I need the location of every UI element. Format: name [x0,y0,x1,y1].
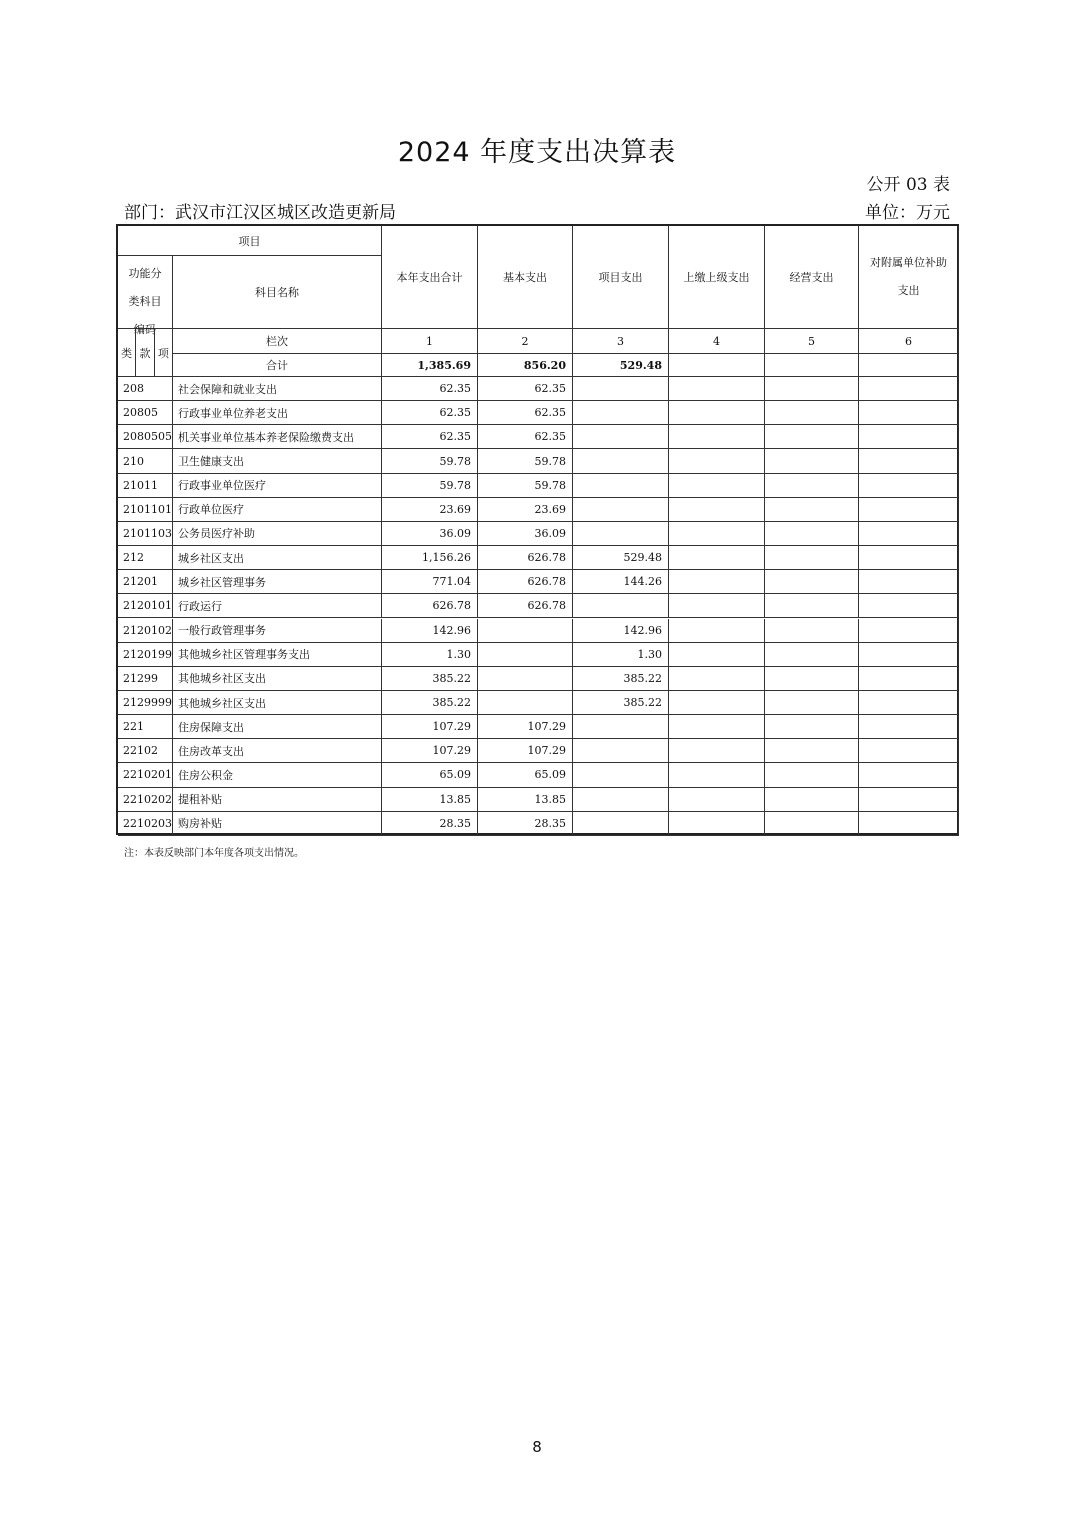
row-value-6 [859,594,959,618]
row-value-3: 1.30 [573,643,669,667]
header-col-3: 项目支出 [573,226,669,329]
row-value-3: 144.26 [573,570,669,594]
row-value-1: 13.85 [382,788,478,812]
total-cell-5 [765,354,859,377]
header-heji: 合计 [173,354,382,377]
row-value-6 [859,449,959,473]
row-value-2: 626.78 [478,594,573,618]
row-subject-name: 行政事业单位养老支出 [173,401,382,425]
row-value-4 [669,788,765,812]
row-value-4 [669,474,765,498]
unit-label: 单位：万元 [865,203,950,223]
row-value-2: 65.09 [478,763,573,787]
row-code: 21201 [118,570,173,594]
row-value-2: 62.35 [478,401,573,425]
row-code: 2210203 [118,812,173,836]
row-value-4 [669,667,765,691]
header-colnum-6: 6 [859,329,959,354]
page-title: 2024 年度支出决算表 [397,137,677,168]
row-value-5 [765,788,859,812]
row-value-3 [573,594,669,618]
row-value-1: 107.29 [382,739,478,763]
header-col-4: 上缴上级支出 [669,226,765,329]
row-value-6 [859,474,959,498]
row-value-2 [478,691,573,715]
row-value-3: 142.96 [573,619,669,643]
row-value-2: 23.69 [478,498,573,522]
row-value-5 [765,401,859,425]
row-code: 2129999 [118,691,173,715]
row-value-4 [669,594,765,618]
row-value-2: 62.35 [478,425,573,449]
row-value-6 [859,425,959,449]
row-value-6 [859,546,959,570]
row-value-2: 28.35 [478,812,573,836]
row-code: 20805 [118,401,173,425]
row-subject-name: 行政运行 [173,594,382,618]
header-project: 项目 [118,226,382,256]
row-code: 21011 [118,474,173,498]
row-value-3 [573,377,669,401]
row-value-3 [573,763,669,787]
header-colnum-5: 5 [765,329,859,354]
row-code: 2101103 [118,522,173,546]
table-number: 公开 03 表 [866,175,950,195]
row-value-1: 62.35 [382,425,478,449]
row-value-5 [765,715,859,739]
row-value-4 [669,691,765,715]
row-value-6 [859,570,959,594]
row-value-3 [573,788,669,812]
row-value-3 [573,401,669,425]
row-value-1: 28.35 [382,812,478,836]
row-value-2: 59.78 [478,449,573,473]
row-subject-name: 住房公积金 [173,763,382,787]
row-value-4 [669,401,765,425]
row-value-5 [765,619,859,643]
row-value-5 [765,691,859,715]
row-value-2: 107.29 [478,715,573,739]
row-value-5 [765,449,859,473]
header-col-2: 基本支出 [478,226,573,329]
row-code: 2120102 [118,619,173,643]
row-value-3 [573,739,669,763]
total-cell-3: 529.48 [573,354,669,377]
row-value-6 [859,739,959,763]
header-colnum-4: 4 [669,329,765,354]
header-col-6: 对附属单位补助支出 [859,226,959,329]
row-value-6 [859,691,959,715]
header-colnum-2: 2 [478,329,573,354]
row-value-4 [669,763,765,787]
row-subject-name: 城乡社区支出 [173,546,382,570]
row-value-2 [478,643,573,667]
row-value-4 [669,449,765,473]
row-value-2: 626.78 [478,546,573,570]
row-value-6 [859,619,959,643]
row-value-6 [859,812,959,836]
row-code: 212 [118,546,173,570]
row-subject-name: 公务员医疗补助 [173,522,382,546]
row-value-4 [669,498,765,522]
row-value-2 [478,619,573,643]
row-subject-name: 其他城乡社区支出 [173,667,382,691]
row-value-1: 626.78 [382,594,478,618]
row-code: 21299 [118,667,173,691]
row-code: 2120199 [118,643,173,667]
row-code: 2101101 [118,498,173,522]
row-subject-name: 住房保障支出 [173,715,382,739]
row-value-3 [573,812,669,836]
row-value-6 [859,522,959,546]
row-value-1: 62.35 [382,401,478,425]
row-value-4 [669,619,765,643]
row-value-5 [765,546,859,570]
row-code: 221 [118,715,173,739]
total-cell-2: 856.20 [478,354,573,377]
row-value-1: 771.04 [382,570,478,594]
row-code: 2120101 [118,594,173,618]
row-subject-name: 提租补贴 [173,788,382,812]
header-subject-name: 科目名称 [173,256,382,329]
total-cell-4 [669,354,765,377]
table-note: 注：本表反映部门本年度各项支出情况。 [124,848,304,859]
header-colnum-3: 3 [573,329,669,354]
row-value-6 [859,788,959,812]
row-value-4 [669,377,765,401]
row-subject-name: 行政事业单位医疗 [173,474,382,498]
row-value-6 [859,401,959,425]
row-value-1: 1,156.26 [382,546,478,570]
row-value-4 [669,739,765,763]
row-value-5 [765,667,859,691]
header-lanci: 栏次 [173,329,382,354]
row-value-1: 142.96 [382,619,478,643]
row-value-5 [765,498,859,522]
row-value-3 [573,498,669,522]
row-subject-name: 住房改革支出 [173,739,382,763]
row-value-2: 626.78 [478,570,573,594]
row-value-2: 62.35 [478,377,573,401]
row-value-1: 59.78 [382,449,478,473]
row-value-6 [859,715,959,739]
row-subject-name: 社会保障和就业支出 [173,377,382,401]
row-value-6 [859,763,959,787]
row-value-5 [765,763,859,787]
row-value-6 [859,643,959,667]
row-value-4 [669,812,765,836]
row-value-4 [669,570,765,594]
row-subject-name: 行政单位医疗 [173,498,382,522]
row-value-5 [765,594,859,618]
row-value-4 [669,546,765,570]
page-number: 8 [532,1438,542,1456]
row-value-2: 13.85 [478,788,573,812]
row-value-6 [859,667,959,691]
row-value-5 [765,739,859,763]
header-func-class: 功能分类科目编码 [118,256,173,329]
row-value-3 [573,425,669,449]
total-cell-6 [859,354,959,377]
row-value-3: 385.22 [573,691,669,715]
header-lei: 类 [118,329,136,377]
row-code: 2080505 [118,425,173,449]
row-value-1: 23.69 [382,498,478,522]
header-kuan: 款 [136,329,154,377]
row-value-4 [669,715,765,739]
row-value-2: 59.78 [478,474,573,498]
row-value-5 [765,474,859,498]
row-value-5 [765,377,859,401]
row-value-4 [669,425,765,449]
row-value-1: 65.09 [382,763,478,787]
row-subject-name: 城乡社区管理事务 [173,570,382,594]
row-value-3: 385.22 [573,667,669,691]
row-value-3 [573,474,669,498]
row-subject-name: 机关事业单位基本养老保险缴费支出 [173,425,382,449]
row-value-3 [573,522,669,546]
row-subject-name: 一般行政管理事务 [173,619,382,643]
row-value-6 [859,377,959,401]
row-value-2 [478,667,573,691]
row-code: 208 [118,377,173,401]
row-value-3: 529.48 [573,546,669,570]
row-code: 210 [118,449,173,473]
row-value-5 [765,812,859,836]
row-value-3 [573,715,669,739]
row-subject-name: 其他城乡社区管理事务支出 [173,643,382,667]
row-value-5 [765,643,859,667]
header-col-5: 经营支出 [765,226,859,329]
row-subject-name: 卫生健康支出 [173,449,382,473]
row-value-3 [573,449,669,473]
row-value-5 [765,522,859,546]
row-value-2: 36.09 [478,522,573,546]
row-value-1: 1.30 [382,643,478,667]
total-cell-1: 1,385.69 [382,354,478,377]
row-subject-name: 其他城乡社区支出 [173,691,382,715]
row-value-4 [669,643,765,667]
row-value-1: 385.22 [382,667,478,691]
row-value-6 [859,498,959,522]
row-code: 22102 [118,739,173,763]
row-value-1: 385.22 [382,691,478,715]
row-code: 2210201 [118,763,173,787]
row-value-1: 107.29 [382,715,478,739]
department-label: 部门：武汉市江汉区城区改造更新局 [124,203,396,223]
row-value-4 [669,522,765,546]
row-value-5 [765,570,859,594]
row-subject-name: 购房补贴 [173,812,382,836]
row-value-2: 107.29 [478,739,573,763]
header-col-1: 本年支出合计 [382,226,478,329]
row-value-1: 62.35 [382,377,478,401]
expenditure-table [116,224,959,835]
row-value-5 [765,425,859,449]
row-value-1: 59.78 [382,474,478,498]
header-xiang: 项 [155,329,173,377]
row-code: 2210202 [118,788,173,812]
row-value-1: 36.09 [382,522,478,546]
header-colnum-1: 1 [382,329,478,354]
